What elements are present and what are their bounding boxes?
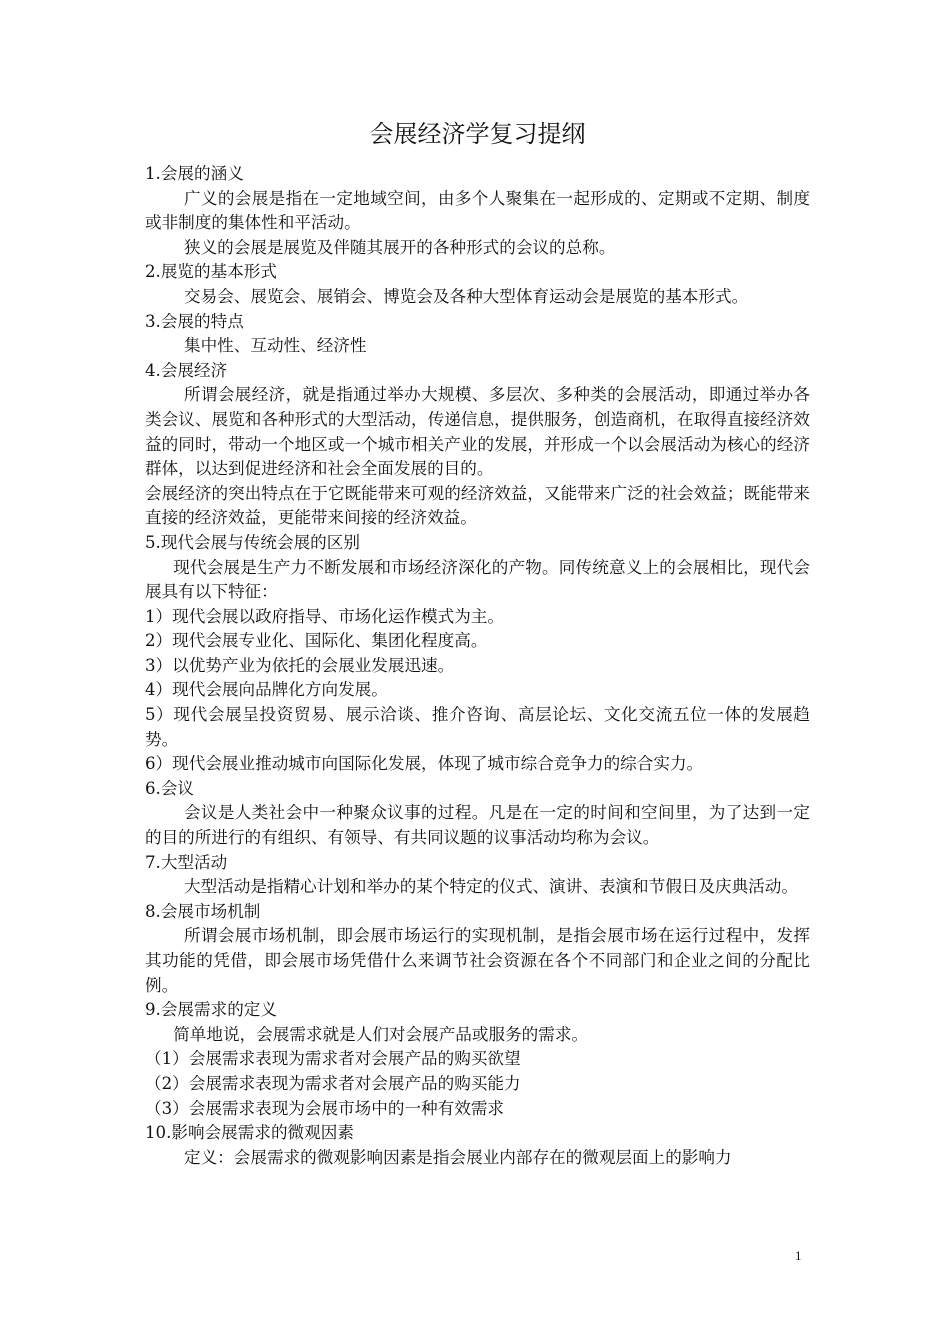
section-heading: 4.会展经济 [145, 360, 228, 380]
section-heading: 2.展览的基本形式 [145, 262, 277, 282]
section-heading: 6.会议 [145, 778, 195, 798]
paragraph: 狭义的会展是展览及伴随其展开的各种形式的会议的总称。 [184, 237, 616, 257]
paragraph: 3）以优势产业为依托的会展业发展迅速。 [145, 655, 455, 675]
paragraph: 所谓会展经济，就是指通过举办大规模、多层次、多种类的会展活动，即通过举办各类会议、展览和各种形式的大型活动，传递信息，提供服务，创造商机，在取得直接经济效益的同时，带动一个地区或一个城市相关产业的发展，并形成一个以会展活动为核心的经济群体，以达到促进经济和社会全面发展的目的。 [145, 385, 810, 479]
paragraph: 现代会展是生产力不断发展和市场经济深化的产物。同传统意义上的会展相比，现代会展具有以下特征： [145, 557, 810, 602]
paragraph: 简单地说，会展需求就是人们对会展产品或服务的需求。 [173, 1024, 589, 1044]
paragraph: 交易会、展览会、展销会、博览会及各种大型体育运动会是展览的基本形式。 [184, 286, 749, 306]
paragraph: 会展经济的突出特点在于它既能带来可观的经济效益，又能带来广泛的社会效益；既能带来直接的经济效益，更能带来间接的经济效益。 [145, 483, 810, 528]
paragraph: 会议是人类社会中一种聚众议事的过程。凡是在一定的时间和空间里，为了达到一定的目的所进行的有组织、有领导、有共同议题的议事活动均称为会议。 [145, 803, 810, 848]
section-heading: 5.现代会展与传统会展的区别 [145, 532, 360, 552]
paragraph: （2）会展需求表现为需求者对会展产品的购买能力 [145, 1073, 521, 1093]
paragraph: （3）会展需求表现为会展市场中的一种有效需求 [145, 1098, 505, 1118]
section-heading: 7.大型活动 [145, 852, 228, 872]
paragraph: 大型活动是指精心计划和举办的某个特定的仪式、演讲、表演和节假日及庆典活动。 [184, 877, 798, 897]
section-heading: 8.会展市场机制 [145, 901, 261, 921]
paragraph: 广义的会展是指在一定地域空间，由多个人聚集在一起形成的、定期或不定期、制度或非制度的集体性和平活动。 [145, 188, 810, 233]
page-number: 1 [795, 1248, 802, 1263]
paragraph: 6）现代会展业推动城市向国际化发展，体现了城市综合竞争力的综合实力。 [145, 754, 704, 774]
paragraph: 5）现代会展呈投资贸易、展示洽谈、推介咨询、高层论坛、文化交流五位一体的发展趋势。 [145, 705, 810, 749]
paragraph: 所谓会展市场机制，即会展市场运行的实现机制，是指会展市场在运行过程中，发挥其功能的凭借，即会展市场凭借什么来调节社会资源在各个不同部门和企业之间的分配比例。 [145, 926, 810, 995]
paragraph: 定义：会展需求的微观影响因素是指会展业内部存在的微观层面上的影响力 [184, 1147, 732, 1167]
section-heading: 1.会展的涵义 [145, 164, 244, 183]
section-heading: 9.会展需求的定义 [145, 1000, 277, 1020]
document-body [145, 162, 810, 1170]
paragraph: （1）会展需求表现为需求者对会展产品的购买欲望 [145, 1049, 521, 1069]
section-heading: 3.会展的特点 [145, 311, 244, 331]
document-title: 会展经济学复习提纲 [369, 120, 586, 148]
paragraph: 集中性、互动性、经济性 [184, 336, 367, 356]
paragraph: 2）现代会展专业化、国际化、集团化程度高。 [145, 631, 488, 651]
section-heading: 10.影响会展需求的微观因素 [145, 1123, 354, 1143]
paragraph: 1）现代会展以政府指导、市场化运作模式为主。 [145, 606, 505, 626]
paragraph: 4）现代会展向品牌化方向发展。 [145, 680, 388, 700]
